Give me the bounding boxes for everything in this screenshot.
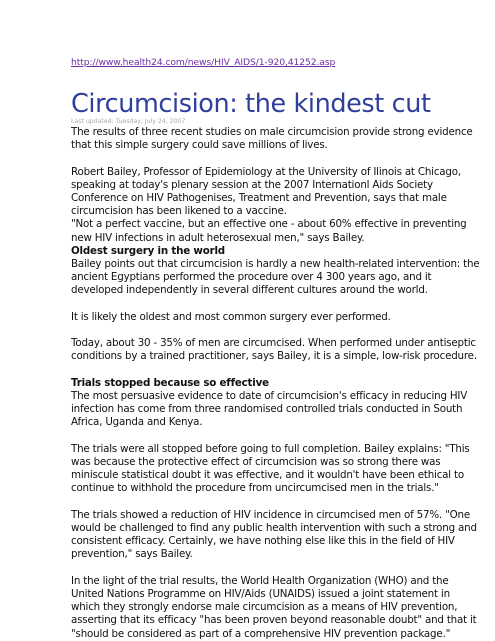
text-line: asserting that its efficacy "has been proven beyond reasonable doubt" and that it	[71, 614, 477, 627]
body-paragraph	[71, 509, 475, 562]
body-paragraph	[71, 443, 475, 496]
text-line: miniscule statistical doubt it was effective, and it wouldn't have been ethical to	[71, 469, 464, 482]
text-line: "Not a perfect vaccine, but an effective one - about 60% effective in preventing	[71, 218, 467, 231]
text-line: that this simple surgery could save millions of lives.	[71, 139, 328, 152]
text-line: speaking at today's plenary session at the 2007 Internationl Aids Society	[71, 178, 433, 191]
body-paragraph	[71, 166, 475, 219]
body-paragraph	[71, 126, 475, 152]
body-paragraph	[71, 311, 475, 324]
text-line: Trials stopped because so effective	[71, 376, 269, 389]
text-line: ancient Egyptians performed the procedure over 4 300 years ago, and it	[71, 271, 432, 284]
article-body	[71, 126, 480, 641]
body-paragraph	[71, 218, 475, 244]
text-line: would be challenged to find any public health intervention with such a strong and	[71, 522, 477, 534]
text-line: circumcision has been likened to a vaccine.	[71, 205, 287, 218]
text-line: consistent efficacy. Certainly, we have nothing else like this in the field of HIV	[71, 535, 455, 548]
text-line: was because the protective effect of circumcision was so strong there was	[71, 456, 441, 468]
text-line: prevention," says Bailey.	[71, 548, 193, 561]
text-line: Bailey points out that circumcision is hardly a new health-related intervention: the	[71, 258, 480, 271]
text-line: which they strongly endorse male circumcision as a means of HIV prevention,	[71, 601, 458, 614]
body-paragraph	[71, 575, 475, 641]
section-heading	[71, 377, 475, 390]
text-line: continue to withhold the procedure from uncircumcised men in the trials."	[71, 482, 439, 495]
text-line: It is likely the oldest and most common surgery ever performed.	[71, 310, 391, 323]
text-line: Conference on HIV Pathogenises, Treatment and Prevention, says that male	[71, 192, 447, 204]
body-paragraph	[71, 337, 475, 363]
text-line: Today, about 30 - 35% of men are circumcised. When performed under antiseptic	[71, 337, 476, 350]
text-line: "should be considered as part of a comprehensive HIV prevention package."	[71, 627, 451, 640]
section-heading	[71, 245, 475, 258]
text-line: Robert Bailey, Professor of Epidemiology at the University of Ilinois at Chicago,	[71, 165, 461, 178]
text-line: infection has come from three randomised controlled trials conducted in South	[71, 403, 463, 416]
text-line: The trials were all stopped before going to full completion. Bailey explains: "This	[71, 442, 470, 455]
text-line: The results of three recent studies on male circumcision provide strong evidence	[71, 126, 473, 138]
text-line: United Nations Programme on HIV/Aids (UNAIDS) issued a joint statement in	[71, 588, 450, 600]
body-paragraph	[71, 258, 480, 298]
text-line: conditions by a trained practitioner, says Bailey, it is a simple, low-risk procedure.	[71, 350, 477, 363]
text-line: The most persuasive evidence to date of circumcision's efficacy in reducing HIV	[71, 390, 468, 402]
text-line: new HIV infections in adult heterosexual men," says Bailey.	[71, 231, 365, 244]
text-line: developed independently in several different cultures around the world.	[71, 284, 428, 297]
text-line: Oldest surgery in the world	[71, 244, 225, 257]
body-paragraph	[71, 390, 475, 430]
text-line: In the light of the trial results, the World Health Organization (WHO) and the	[71, 574, 449, 587]
last-updated-date: Last updated: Tuesday, July 24, 2007	[71, 118, 186, 125]
text-line: The trials showed a reduction of HIV incidence in circumcised men of 57%. "One	[71, 508, 470, 521]
source-url-link[interactable]: http://www.health24.com/news/HIV_AIDS/1-920,41252.asp	[71, 57, 336, 68]
text-line: Africa, Uganda and Kenya.	[71, 416, 203, 429]
article-title: Circumcision: the kindest cut	[71, 89, 431, 119]
